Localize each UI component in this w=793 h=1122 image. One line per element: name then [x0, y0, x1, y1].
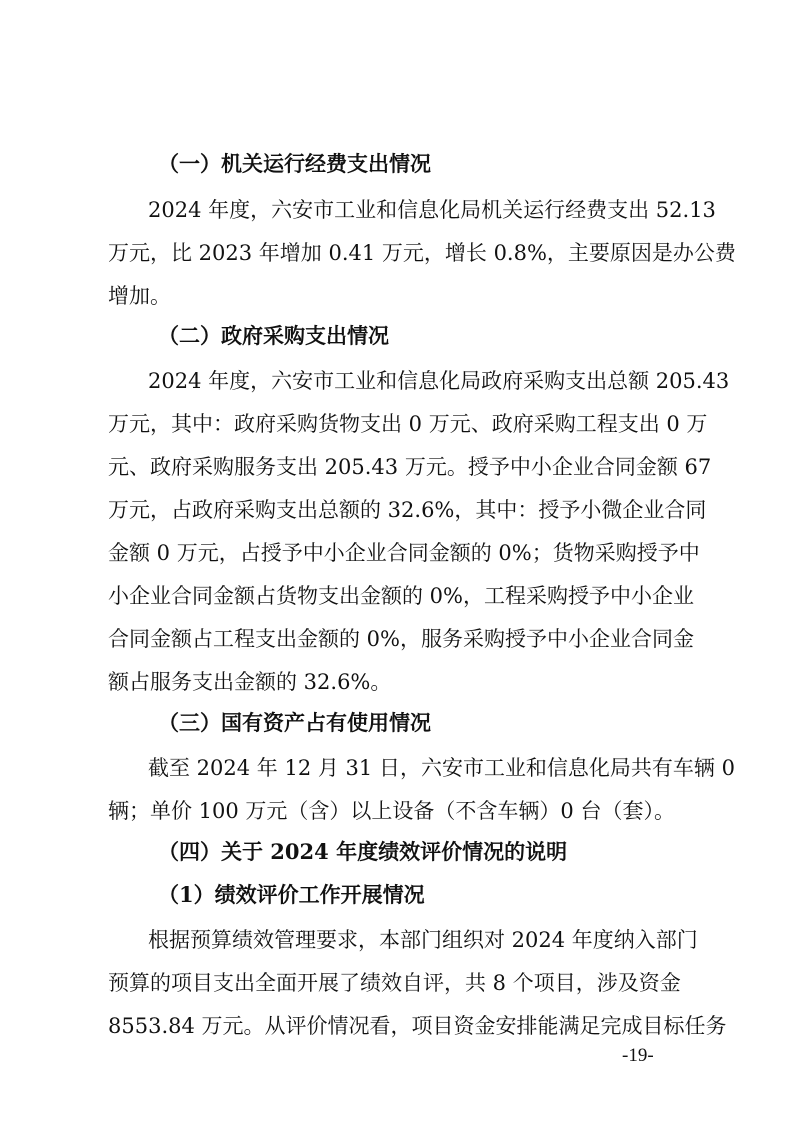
paragraph-line: 根据预算绩效管理要求，本部门组织对 2024 年度纳入部门 [148, 928, 698, 952]
paragraph-line: 合同金额占工程支出金额的 0%，服务采购授予中小企业合同金 [108, 627, 694, 651]
section-heading-2: （二）政府采购支出情况 [158, 323, 389, 348]
paragraph-line: 增加。 [108, 284, 171, 308]
section-heading-1: （一）机关运行经费支出情况 [158, 151, 431, 176]
page-number: -19- [622, 1045, 654, 1066]
paragraph-line: 2024 年度，六安市工业和信息化局政府采购支出总额 205.43 [148, 369, 730, 393]
subsection-heading: （1）绩效评价工作开展情况 [158, 882, 425, 907]
paragraph-line: 预算的项目支出全面开展了绩效自评，共 8 个项目，涉及资金 [108, 971, 681, 995]
paragraph-line: 辆；单价 100 万元（含）以上设备（不含车辆）0 台（套）。 [108, 799, 675, 823]
paragraph-line: 金额 0 万元，占授予中小企业合同金额的 0%；货物采购授予中 [108, 541, 700, 565]
paragraph-line: 元、政府采购服务支出 205.43 万元。授予中小企业合同金额 67 [108, 455, 712, 479]
paragraph-line: 万元，占政府采购支出总额的 32.6%，其中：授予小微企业合同 [108, 498, 707, 522]
paragraph-line: 2024 年度，六安市工业和信息化局机关运行经费支出 52.13 [148, 198, 716, 222]
paragraph-line: 小企业合同金额占货物支出金额的 0%，工程采购授予中小企业 [108, 584, 694, 608]
paragraph-line: 额占服务支出金额的 32.6%。 [108, 670, 392, 694]
paragraph-line: 8553.84 万元。从评价情况看，项目资金安排能满足完成目标任务 [108, 1014, 727, 1038]
paragraph-line: 截至 2024 年 12 月 31 日，六安市工业和信息化局共有车辆 0 [148, 756, 735, 780]
section-heading-4: （四）关于 2024 年度绩效评价情况的说明 [158, 839, 568, 864]
section-heading-3: （三）国有资产占有使用情况 [158, 710, 431, 735]
paragraph-line: 万元，比 2023 年增加 0.41 万元，增长 0.8%，主要原因是办公费 [108, 241, 736, 265]
paragraph-line: 万元，其中：政府采购货物支出 0 万元、政府采购工程支出 0 万 [108, 412, 708, 436]
